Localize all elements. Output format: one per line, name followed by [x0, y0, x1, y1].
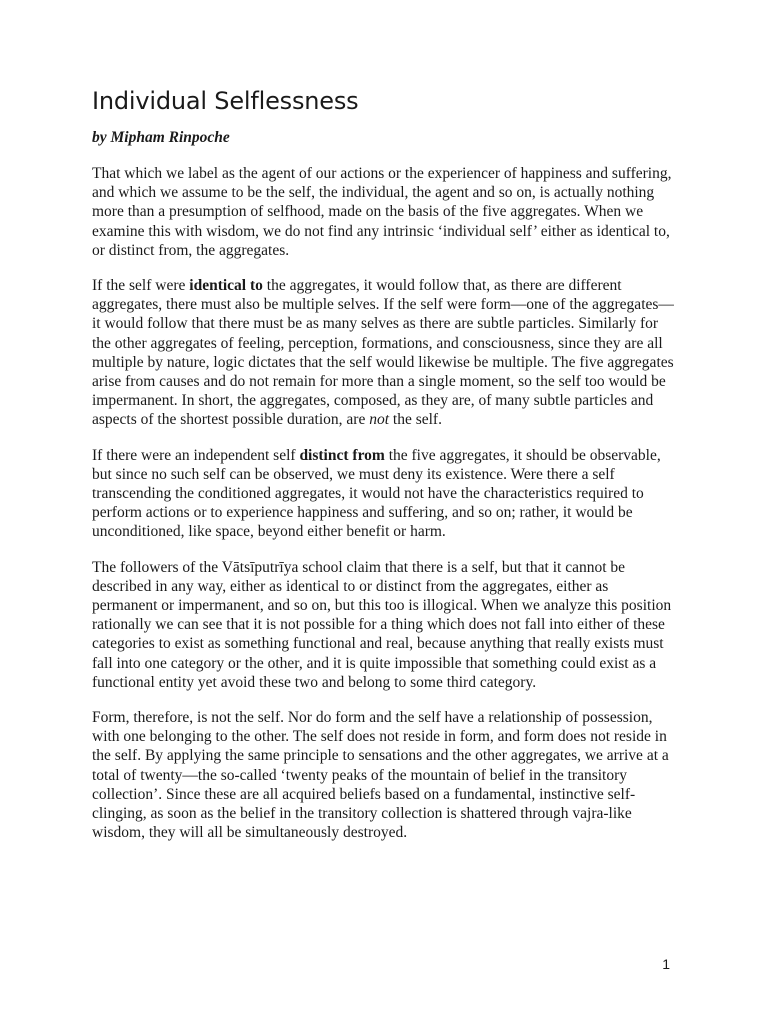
emphasis-distinct-from: distinct from	[299, 446, 385, 464]
paragraph-5: Form, therefore, is not the self. Nor do form and the self have a relationship of possession, with one belonging to the other. The self does not reside in form, and form does not reside in the self. By applying the same principle to sensations and the other aggregates, we arrive at a total of twenty—the so-called ‘twenty peaks of the mountain of belief in the transitory collection’. Since these are all acquired beliefs based on a fundamental, instinctive self-clinging, as soon as the belief in the transitory collection is shattered through vajra-like wisdom, they will all be simultaneously destroyed.	[92, 709, 669, 842]
paragraph-2	[92, 276, 676, 430]
paragraph-2-text-a: If the self were	[92, 277, 190, 295]
paragraph-3-text-a: If there were an independent self	[92, 446, 300, 464]
emphasis-identical-to: identical to	[189, 277, 263, 295]
paragraph-1: That which we label as the agent of our actions or the experiencer of happiness and suffering, and which we assume to be the self, the individual, the agent and so on, is actually nothing more than a presumption of selfhood, made on the basis of the five aggregates. When we examine this with wisdom, we do not find any intrinsic ‘individual self’ either as identical to, or distinct from, the aggregates.	[92, 165, 672, 259]
paragraph-3	[92, 446, 676, 542]
paragraph-2-text-e: the self.	[389, 411, 442, 429]
paragraph-2-text-c: the aggregates, it would follow that, as there are different aggregates, there must also be multiple selves. If the self were form—one of the aggregates—it would follow that there must be as many selves as there are subtle particles. Similarly for the other aggregates of feeling, perception, formations, and consciousness, since they are all multiple by nature, logic dictates that the self would likewise be multiple. The five aggregates arise from causes and do not remain for more than a single moment, so the self too would be impermanent. In short, the aggregates, composed, as they are, of many subtle particles and aspects of the shortest possible duration, are	[92, 277, 674, 429]
emphasis-not: not	[369, 411, 390, 429]
page-title: Individual Selflessness	[92, 87, 359, 115]
author-byline: by Mipham Rinpoche	[92, 129, 230, 146]
page-number: 1	[662, 956, 670, 972]
paragraph-4: The followers of the Vātsīputrīya school claim that there is a self, but that it cannot be described in any way, either as identical to or distinct from the aggregates, either as permanent or impermanent, and so on, but this too is illogical. When we analyze this position rationally we can see that it is not possible for a thing which does not fall into either of these categories to exist as something functional and real, because anything that really exists must fall into one category or the other, and it is quite impossible that something could exist as a functional entity yet avoid these two and belong to some third category.	[92, 558, 672, 691]
paragraph-3-text-c: the five aggregates, it should be observable, but since no such self can be observed, we must deny its existence. Were there a self transcending the conditioned aggregates, it would not have the characteristics required to perform actions or to experience happiness and suffering, and so on; rather, it would be unconditioned, like space, beyond either benefit or harm.	[92, 446, 661, 541]
